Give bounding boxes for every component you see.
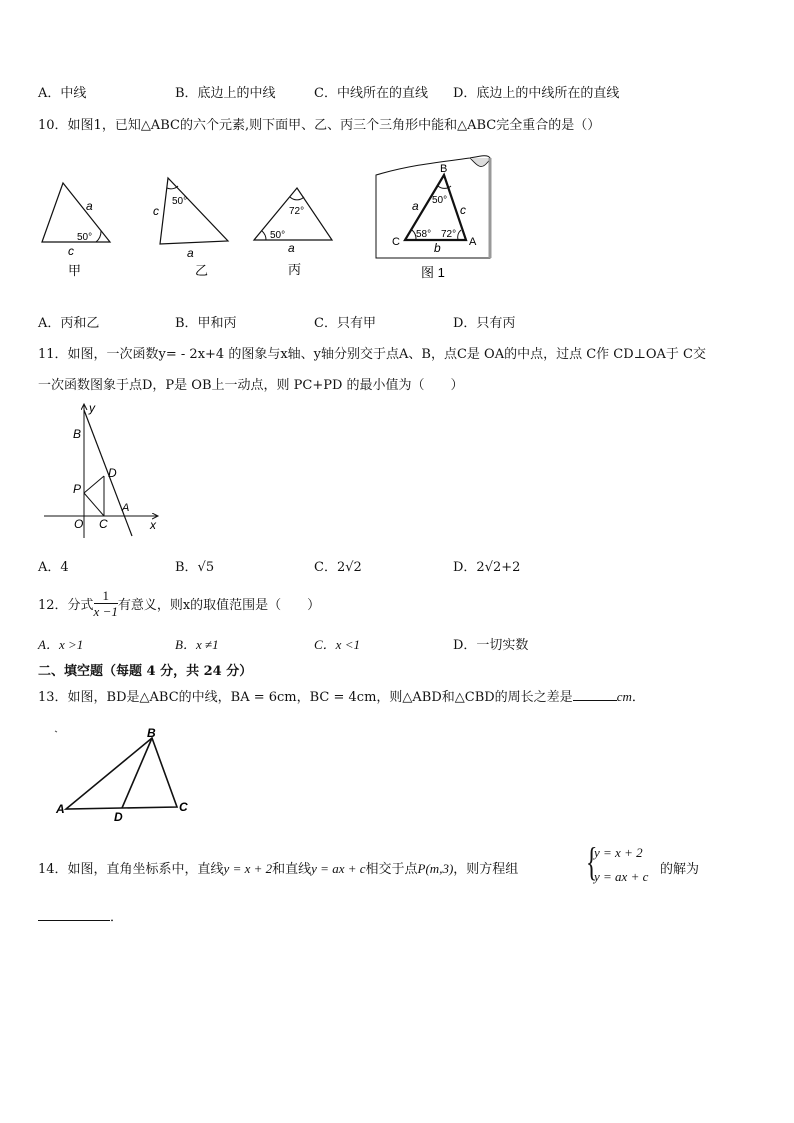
- q9-option-d: D．底边上的中线所在的直线: [453, 86, 620, 101]
- q11-label-B: B: [73, 427, 82, 441]
- q12-frac-denominator: x −1: [93, 604, 118, 619]
- q12-fraction: [94, 588, 118, 619]
- bing-caption: 丙: [288, 262, 302, 277]
- q12-prefix: 12．分式: [38, 598, 94, 613]
- q14-eq2: y = ax + c: [311, 861, 366, 876]
- yi-caption: 乙: [195, 263, 209, 278]
- q14-answer-line: [38, 906, 123, 925]
- q11-label-P: P: [73, 482, 82, 496]
- q13-label-B: B: [147, 726, 156, 740]
- q13-label-D: D: [114, 810, 123, 824]
- fig1-angle-72: 72°: [441, 229, 457, 240]
- yi-label-c: c: [153, 204, 159, 218]
- q9-option-b: B．底边上的中线: [175, 86, 276, 101]
- q10-option-b: B．甲和丙: [175, 316, 237, 331]
- fig1-label-c: c: [460, 203, 466, 217]
- q12-suffix: 有意义，则x的取值范围是（ ）: [117, 598, 321, 613]
- q14-system-eq2: y = ax + c: [594, 869, 649, 884]
- q14-stem-d: ，则方程组: [453, 862, 519, 877]
- q11-graph: [40, 398, 170, 543]
- triangle-jia: [42, 183, 110, 278]
- q13-label-A: A: [56, 802, 65, 816]
- q14-system-eq1: y = x + 2: [594, 845, 643, 860]
- yi-angle-50: 50°: [172, 196, 188, 207]
- q11-label-D: D: [108, 466, 117, 480]
- q11-label-A: A: [122, 502, 130, 514]
- q10-figures: [0, 140, 794, 290]
- q11-option-c: C．2√2: [314, 560, 362, 575]
- q14-stem-a: 14．如图，直角坐标系中，直线: [38, 862, 224, 877]
- q14-system-brace: {: [585, 839, 598, 884]
- triangle-yi: [153, 178, 228, 278]
- fig1-label-C: C: [392, 236, 400, 248]
- q12-option-b: B．x ≠1: [175, 637, 219, 652]
- q11-option-b: B．√5: [175, 560, 215, 575]
- fig1-angle-58: 58°: [416, 229, 432, 240]
- bing-angle-50: 50°: [270, 230, 286, 241]
- q9-option-c: C．中线所在的直线: [314, 86, 428, 101]
- bing-label-a: a: [288, 241, 295, 255]
- q10-option-c: C．只有甲: [314, 316, 376, 331]
- q10-option-a: A．丙和乙: [38, 316, 100, 331]
- q14-stem-line: [38, 858, 518, 877]
- q13-end: ．: [631, 690, 645, 705]
- fig1-label-A: A: [469, 236, 477, 248]
- q12-option-d: D．一切实数: [453, 638, 529, 653]
- triangle-bing: [254, 188, 332, 277]
- bing-angle-72: 72°: [289, 206, 305, 217]
- q11-option-a: A．4: [38, 560, 69, 575]
- fig1-angle-50: 50°: [432, 195, 448, 206]
- q10-option-d: D．只有丙: [453, 316, 516, 331]
- jia-label-c: c: [68, 244, 74, 258]
- q13-answer-blank[interactable]: [573, 700, 617, 701]
- q14-answer-blank[interactable]: [38, 920, 110, 921]
- fig1-caption: 图 1: [421, 265, 445, 280]
- q14-eq1: y = x + 2: [223, 861, 273, 876]
- jia-label-a: a: [86, 199, 93, 213]
- q11-stem-line1: 11．如图，一次函数y= - 2x+4 的图象与x轴、y轴分别交于点A、B，点C是 OA的中点，过点 C作 CD⊥OA于 C交: [38, 347, 707, 362]
- q10-stem: 10．如图1，已知△ABC的六个元素,则下面甲、乙、丙三个三角形中能和△ABC完全重合的是（）: [38, 118, 601, 133]
- figure-1-card: [376, 156, 490, 280]
- q13-stem: 13．如图，BD是△ABC的中线，BA = 6cm，BC = 4cm，则△ABD和△CBD的周长之差是: [38, 690, 573, 705]
- q13-triangle-figure: [40, 722, 200, 827]
- fig1-label-B: B: [440, 163, 448, 175]
- yi-label-a: a: [187, 246, 194, 260]
- q12-option-a: A．x >1: [38, 637, 84, 652]
- q11-option-d: D．2√2+2: [453, 560, 521, 575]
- q11-stem-line2: 一次函数图象于点D，P是 OB上一动点，则 PC+PD 的最小值为（ ）: [38, 378, 464, 393]
- q11-label-y: y: [89, 401, 95, 415]
- q14-end: ．: [110, 910, 124, 925]
- q11-label-C: C: [99, 517, 108, 531]
- jia-angle-50: 50°: [77, 232, 93, 243]
- q12-frac-numerator: 1: [94, 588, 118, 604]
- jia-caption: 甲: [68, 263, 82, 278]
- q11-label-x: x: [150, 518, 156, 532]
- q14-stem-e: 的解为: [660, 862, 700, 877]
- q11-label-O: O: [74, 517, 84, 531]
- q9-option-a: A．中线: [38, 86, 87, 101]
- q14-point: P(m,3): [417, 861, 454, 876]
- section-2-title: 二、填空题（每题 4 分，共 24 分）: [38, 664, 253, 679]
- q12-stem: [38, 588, 320, 619]
- q13-stem-line: [38, 686, 645, 705]
- fig1-label-b: b: [434, 241, 441, 255]
- q13-label-C: C: [179, 800, 188, 814]
- q12-option-c: C．x <1: [314, 637, 360, 652]
- q14-stem-b: 和直线: [272, 862, 312, 877]
- fig1-label-a: a: [412, 199, 419, 213]
- q13-unit: cm: [616, 689, 632, 704]
- q14-stem-c: 相交于点: [365, 862, 418, 877]
